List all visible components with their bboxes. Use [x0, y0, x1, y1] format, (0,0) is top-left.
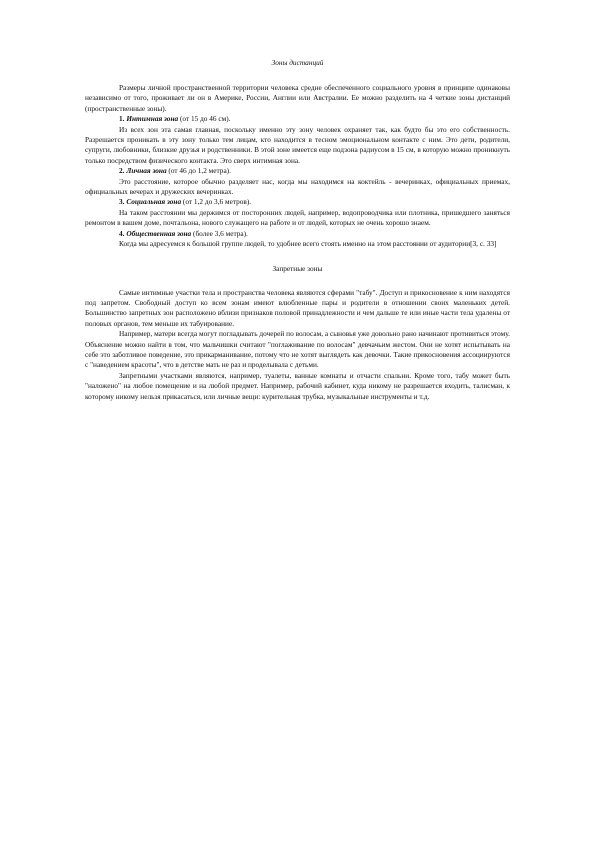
zone-name: Общественная зона — [126, 228, 192, 238]
intro-paragraph: Размеры личной пространственной территории человека средне обеспеченного социального уровня в принципе одинаковы независимо от того, проживает ли он в Америке, России, Англии или Австралии. Ее можно разделить на 4 четкие зоны дистанций (пространственные зоны). — [85, 83, 510, 113]
forbidden-paragraph: Самые интимные участки тела и пространства человека являются сферами "табу". Доступ и прикосновение к ним находятся под запретом. Свободный доступ ко всем зонам имеют влюбленные пары и родители в отношении своих маленьких детей. Большинство запретных зон расположено вблизи признаков половой принадлежности и чем дальше те или иные части тела удалены от половых органов, тем меньше их табуирование. — [85, 287, 510, 328]
zone-heading-personal — [85, 166, 510, 176]
zone-number: 4. — [119, 228, 125, 238]
zone-heading-social — [85, 197, 510, 207]
zone-range: (от 1,2 до 3,6 метров). — [181, 197, 252, 207]
zone-name: Социальная зона — [126, 197, 182, 207]
zone-heading-intimate — [85, 114, 510, 124]
zone-range: (более 3,6 метра). — [191, 228, 248, 238]
forbidden-paragraph: Запретными участками являются, например, туалеты, ванные комнаты и отчасти спальни. Кроме того, табу может быть "наложено" на любое помещение и на любой предмет. Например, рабочий кабинет, куда никому не разрешается входить, талисман, к которому никому нельзя прикасаться, или личные вещи: курительная трубка, музыкальные инструменты и т.д. — [85, 370, 510, 401]
zone-name: Личная зона — [126, 166, 167, 176]
zone-number: 2. — [119, 166, 125, 176]
document-content — [85, 58, 510, 402]
zone-text-social: На таком расстоянии мы держимся от посторонних людей, например, водопроводчика или плотника, пришедшего заняться ремонтом в вашем доме, почтальона, нового служащего на работе и от людей, которых не очень хорошо знаем. — [85, 207, 510, 228]
zone-text-intimate: Из всех зон эта самая главная, поскольку именно эту зону человек охраняет так, как будто бы это его собственность. Разрешается проникать в эту зону только тем лицам, кто находится в тесном эмоциональном контакте с ним. Это дети, родители, супруги, любовники, близкие друзья и родственники. В этой зоне имеется еще подзона радиусом в 15 см, в которую можно проникнуть только посредством физического контакта. Это сверх интимная зона. — [85, 124, 510, 165]
zone-heading-public — [85, 229, 510, 239]
forbidden-paragraph: Например, матери всегда могут погладывать дочерей по волосам, а сыновья уже довольно рано начинают противиться этому. Объяснение можно найти в том, что мальчишки считают "поглаживание по волосам" девчачьим жестом. Они не хотят испытывать на себе это заботливое поведение, это прикарманивание, потому что не хотят выглядеть как девочки. Такие прикосновения ассоциируются с "наведением красоты", что в детстве мать не раз и проделывала с детьми. — [85, 329, 510, 370]
document-title: Зоны дистанций — [271, 58, 324, 67]
zone-name: Интимная зона — [126, 114, 179, 124]
zone-number: 1. — [119, 114, 125, 124]
zone-number: 3. — [119, 197, 125, 207]
zone-text-public: Когда мы адресуемся к большой группе людей, то удобнее всего стоять именно на этом расстоянии от аудитории[3, с. 33] — [119, 239, 497, 249]
zone-text-personal: Это расстояние, которое обычно разделяет нас, когда мы находимся на коктейль - вечеринках, официальных приемах, официальных вечерах и дружеских вечеринках. — [85, 176, 510, 197]
section-title-forbidden-zones: Запретные зоны — [272, 263, 323, 273]
zone-range: (от 15 до 46 см). — [178, 114, 231, 124]
zone-range: (от 46 до 1,2 метра). — [166, 166, 231, 176]
